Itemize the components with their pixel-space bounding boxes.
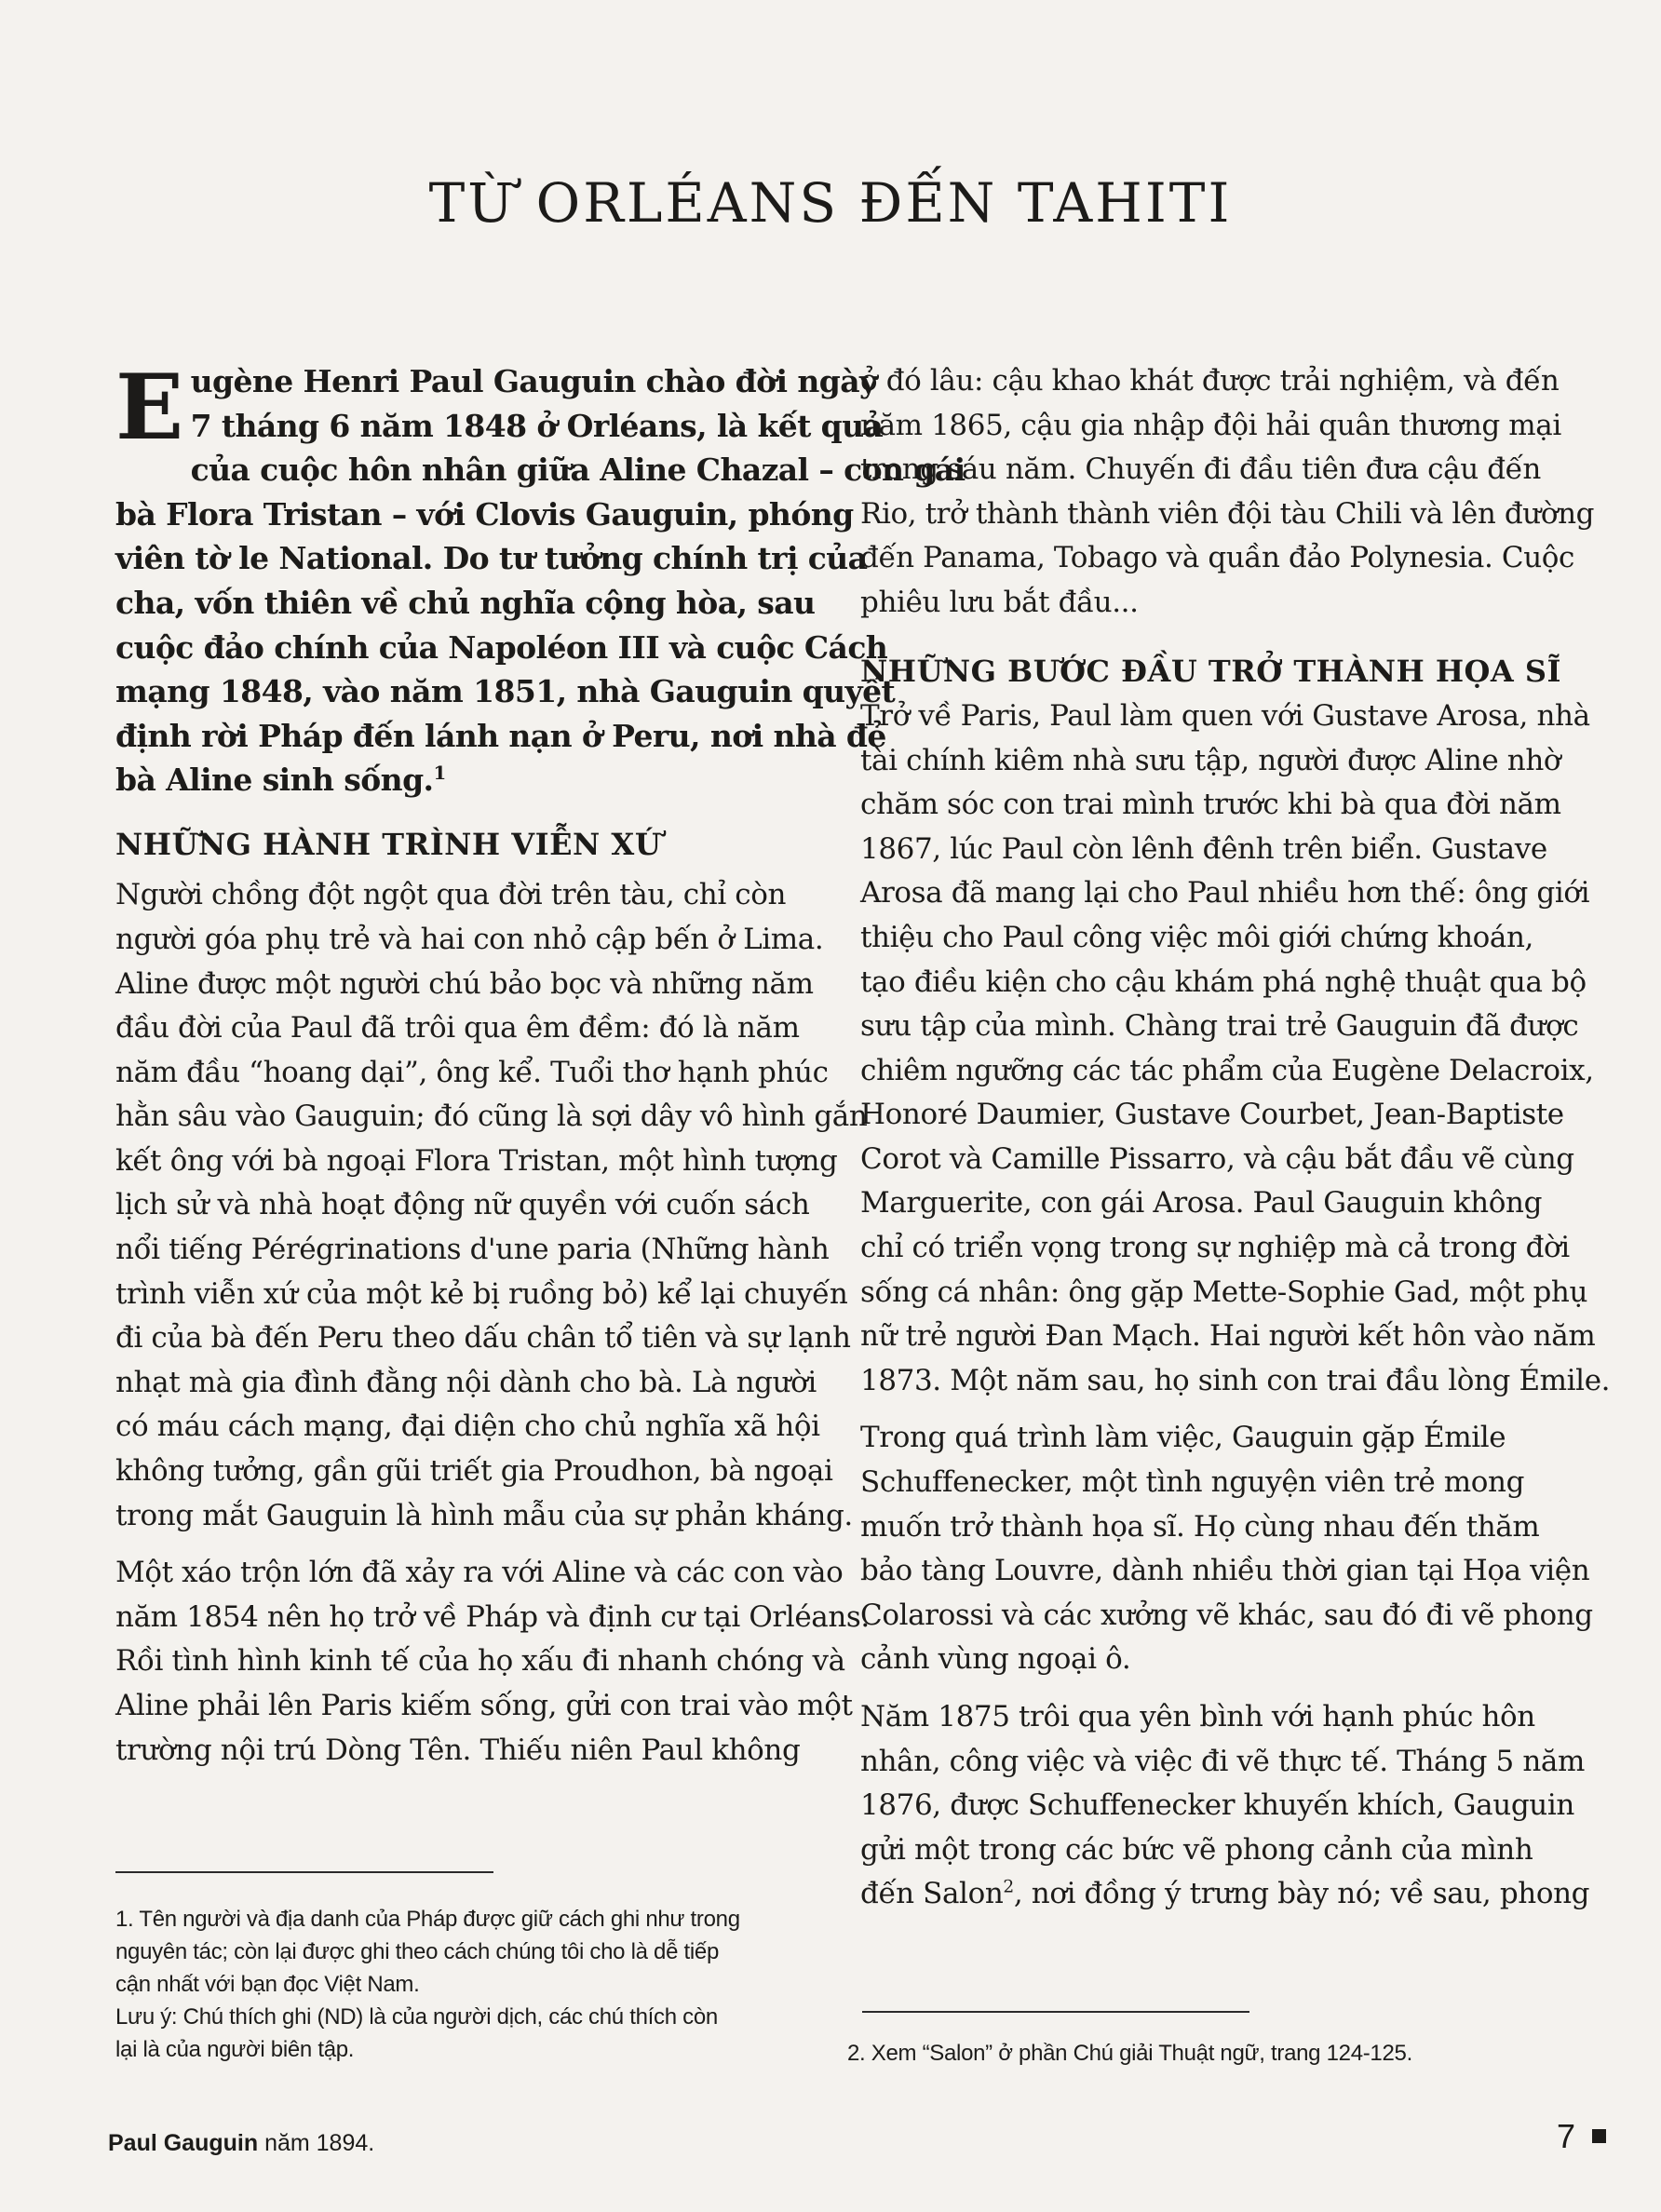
text-line: Rồi tình hình kinh tế của họ xấu đi nhanh chóng và [115, 1644, 845, 1679]
intro-line: cha, vốn thiên về chủ nghĩa cộng hòa, sau [115, 584, 816, 621]
footnotes-left [115, 1903, 740, 2066]
footnote-ref-2: 2 [1003, 1878, 1014, 1898]
intro-line: cuộc đảo chính của Napoléon III và cuộc Cách [115, 628, 888, 666]
intro-line [115, 758, 784, 803]
text-line: tài chính kiêm nhà sưu tập, người được Aline nhờ [860, 743, 1561, 777]
text-line: Honoré Daumier, Gustave Courbet, Jean-Baptiste [860, 1098, 1564, 1132]
text-line: 1867, lúc Paul còn lênh đênh trên biển. Gustave [860, 831, 1547, 866]
drop-cap: E [115, 355, 183, 460]
footnote-ref-1: 1 [433, 762, 446, 785]
text-line: Rio, trở thành thành viên đội tàu Chili và lên đường [860, 496, 1595, 531]
text-line: lịch sử và nhà hoạt động nữ quyền với cuốn sách [115, 1188, 810, 1222]
text-line: chăm sóc con trai mình trước khi bà qua đời năm [860, 788, 1561, 822]
footnote-divider-left [115, 1871, 493, 1873]
text-line [860, 1872, 1590, 1917]
text-line: chiêm ngưỡng các tác phẩm của Eugène Delacroix, [860, 1053, 1594, 1087]
text-line: hằn sâu vào Gauguin; đó cũng là sợi dây vô hình gắn [115, 1099, 868, 1134]
text-line: sống cá nhân: ông gặp Mette-Sophie Gad, một phụ [860, 1275, 1588, 1309]
text-line: bảo tàng Louvre, dành nhiều thời gian tại Họa viện [860, 1554, 1590, 1588]
text-line: nhân, công việc và việc đi vẽ thực tế. Tháng 5 năm [860, 1744, 1585, 1778]
text-line: đến Panama, Tobago và quần đảo Polynesia. Cuộc [860, 541, 1574, 575]
footnote-line: nguyên tác; còn lại được ghi theo cách chúng tôi cho là dễ tiếp [115, 1939, 720, 1964]
footnote-line: 1. Tên người và địa danh của Pháp được giữ cách ghi như trong [115, 1907, 740, 1932]
caption-name: Paul Gauguin [108, 2130, 259, 2156]
footnote-divider-right [862, 2011, 1249, 2013]
text-line: gửi một trong các bức vẽ phong cảnh của mình [860, 1832, 1533, 1867]
text-line-part: đến Salon [860, 1877, 1004, 1911]
text-line: năm 1865, cậu gia nhập đội hải quân thương mại [860, 408, 1561, 442]
intro-line: viên tờ le National. Do tư tưởng chính trị của [115, 540, 868, 577]
text-line: muốn trở thành họa sĩ. Họ cùng nhau đến thăm [860, 1509, 1540, 1544]
text-line: thiệu cho Paul công việc môi giới chứng khoán, [860, 920, 1533, 954]
page-marker-square-icon [1592, 2129, 1606, 2143]
section1-paragraph-1 [115, 873, 868, 1538]
intro-paragraph [115, 355, 966, 803]
text-line: cảnh vùng ngoại ô. [860, 1642, 1131, 1677]
text-line: đi của bà đến Peru theo dấu chân tổ tiên và sự lạnh [115, 1321, 851, 1356]
text-line: Marguerite, con gái Arosa. Paul Gauguin không [860, 1186, 1543, 1221]
footnote-line: cận nhất với bạn đọc Việt Nam. [115, 1972, 420, 1997]
text-line: người góa phụ trẻ và hai con nhỏ cập bến ở Lima. [115, 922, 824, 956]
intro-line: ugène Henri Paul Gauguin chào đời ngày [190, 363, 877, 399]
text-line: Arosa đã mang lại cho Paul nhiều hơn thế: ông giới [860, 876, 1590, 910]
text-line: Người chồng đột ngột qua đời trên tàu, chỉ còn [115, 878, 787, 912]
text-line: Aline phải lên Paris kiếm sống, gửi con trai vào một [115, 1689, 853, 1723]
text-line: Một xáo trộn lớn đã xảy ra với Aline và các con vào [115, 1556, 844, 1590]
text-line: Năm 1875 trôi qua yên bình với hạnh phúc hôn [860, 1700, 1535, 1734]
page-number: 7 [1557, 2117, 1576, 2155]
text-line: 1876, được Schuffenecker khuyến khích, Gauguin [860, 1788, 1574, 1823]
text-line: Schuffenecker, một tình nguyện viên trẻ mong [860, 1465, 1525, 1500]
intro-line: 7 tháng 6 năm 1848 ở Orléans, là kết quả [190, 407, 884, 444]
section1-paragraph-2 [115, 1551, 870, 1773]
right-column [860, 359, 1611, 1917]
footnote-line: lại là của người biên tập. [115, 2037, 355, 2062]
text-line: Trở về Paris, Paul làm quen với Gustave Arosa, nhà [860, 698, 1590, 733]
text-line: trình viễn xứ của một kẻ bị ruồng bỏ) kể lại chuyến [115, 1276, 848, 1311]
text-line: sưu tập của mình. Chàng trai trẻ Gauguin đã được [860, 1009, 1579, 1044]
text-line: năm đầu “hoang dại”, ông kể. Tuổi thơ hạnh phúc [115, 1055, 829, 1089]
section2-paragraph-3 [860, 1695, 1590, 1917]
intro-line-text: bà Aline sinh sống. [115, 762, 434, 799]
text-line: trong sáu năm. Chuyến đi đầu tiên đưa cậu đến [860, 452, 1541, 487]
intro-line: định rời Pháp đến lánh nạn ở Peru, nơi nhà đẻ [115, 717, 886, 754]
intro-line: bà Flora Tristan – với Clovis Gauguin, phóng [115, 495, 854, 533]
text-line: ở đó lâu: cậu khao khát được trải nghiệm, và đến [860, 364, 1560, 398]
text-line: không tưởng, gần gũi triết gia Proudhon, bà ngoại [115, 1454, 833, 1489]
page-title: TỪ ORLÉANS ĐẾN TAHITI [428, 171, 1233, 235]
text-line: nữ trẻ người Đan Mạch. Hai người kết hôn vào năm [860, 1319, 1596, 1354]
text-line: năm 1854 nên họ trở về Pháp và định cư tại Orléans. [115, 1599, 870, 1634]
text-line: có máu cách mạng, đại diện cho chủ nghĩa xã hội [115, 1409, 820, 1444]
text-line: đầu đời của Paul đã trôi qua êm đềm: đó là năm [115, 1011, 800, 1045]
footnote-line: Lưu ý: Chú thích ghi (ND) là của người dịch, các chú thích còn [115, 2004, 718, 2030]
text-line: trong mắt Gauguin là hình mẫu của sự phản kháng. [115, 1498, 853, 1532]
text-line: tạo điều kiện cho cậu khám phá nghệ thuật qua bộ [860, 964, 1587, 999]
text-line-part: , nơi đồng ý trưng bày nó; về sau, phong [1013, 1877, 1590, 1911]
section2-paragraph-1 [860, 695, 1611, 1404]
caption-rest: năm 1894. [258, 2130, 375, 2156]
text-line: trường nội trú Dòng Tên. Thiếu niên Paul không [115, 1733, 801, 1767]
section2-paragraph-2 [860, 1416, 1593, 1682]
text-line: Colarossi và các xưởng vẽ khác, sau đó đi vẽ phong [860, 1598, 1593, 1632]
text-line: Corot và Camille Pissarro, và cậu bắt đầu vẽ cùng [860, 1141, 1574, 1176]
continuation-paragraph [860, 359, 1595, 626]
image-caption [108, 2130, 374, 2157]
text-line: nổi tiếng Pérégrinations d'une paria (Những hành [115, 1233, 830, 1267]
left-column [115, 355, 966, 1773]
section-heading-first-steps: NHỮNG BƯỚC ĐẦU TRỞ THÀNH HỌA SĨ [860, 653, 1561, 689]
text-line: chỉ có triển vọng trong sự nghiệp mà cả trong đời [860, 1231, 1570, 1265]
intro-line: của cuộc hôn nhân giữa Aline Chazal – con gái [190, 452, 966, 489]
intro-line: mạng 1848, vào năm 1851, nhà Gauguin quyết [115, 673, 896, 710]
text-line: phiêu lưu bắt đầu... [860, 585, 1139, 619]
text-line: 1873. Một năm sau, họ sinh con trai đầu lòng Émile. [860, 1363, 1611, 1397]
text-line: kết ông với bà ngoại Flora Tristan, một hình tượng [115, 1143, 838, 1178]
text-line: nhạt mà gia đình đằng nội dành cho bà. Là người [115, 1365, 817, 1399]
text-line: Trong quá trình làm việc, Gauguin gặp Émile [860, 1421, 1506, 1455]
footnote-right: 2. Xem “Salon” ở phần Chú giải Thuật ngữ, trang 124-125. [847, 2041, 1412, 2066]
section-heading-journeys: NHỮNG HÀNH TRÌNH VIỄN XỨ [115, 826, 662, 862]
text-line: Aline được một người chú bảo bọc và những năm [115, 966, 814, 1001]
